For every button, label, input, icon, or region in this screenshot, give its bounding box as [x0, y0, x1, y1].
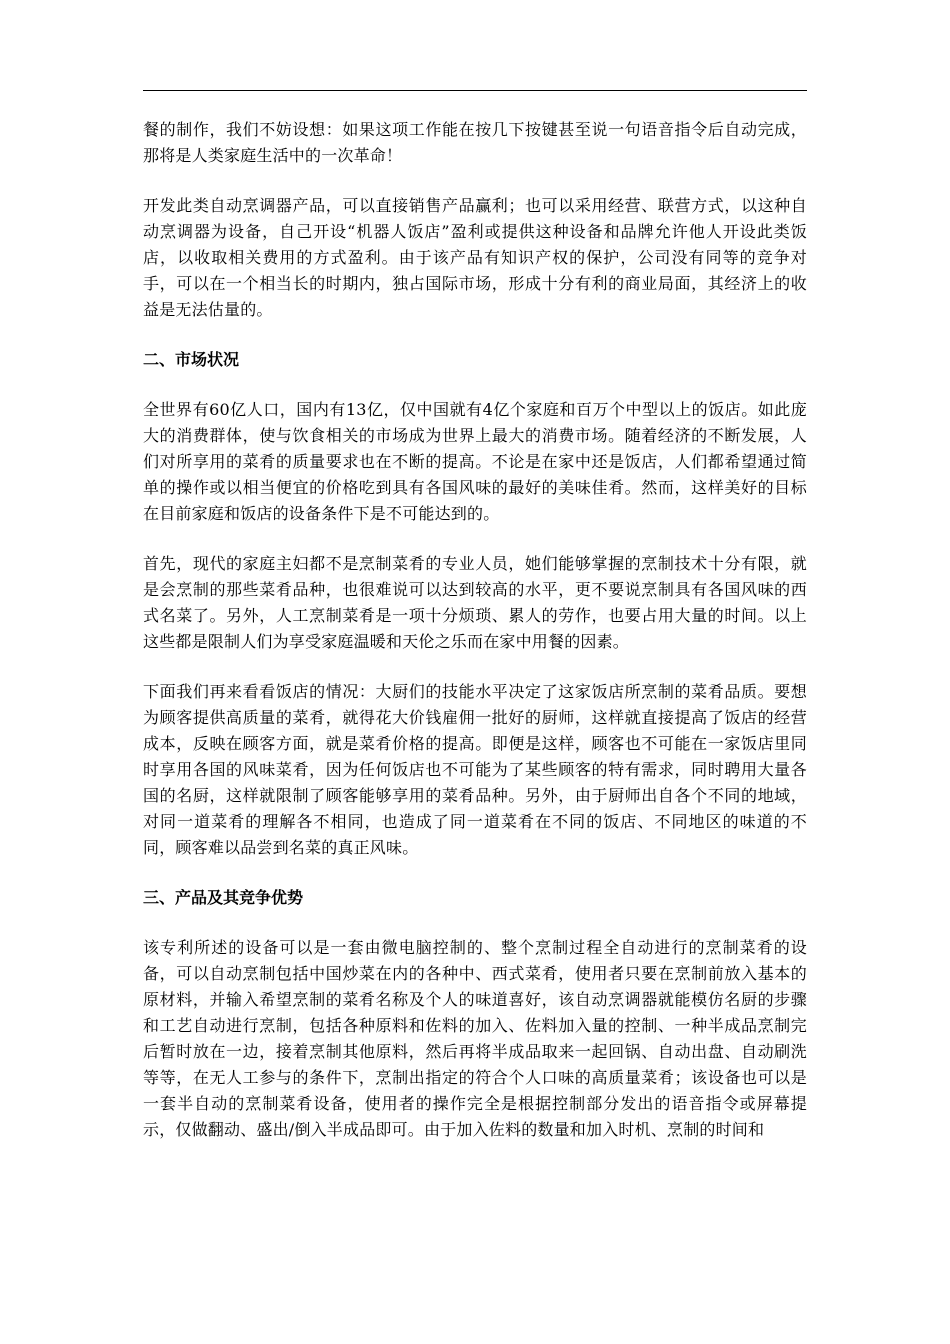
document-body [143, 117, 807, 1167]
paragraph-continuation: 餐的制作，我们不妨设想：如果这项工作能在按几下按键甚至说一句语音指令后自动完成，那将是人类家庭生活中的一次革命！ [143, 120, 807, 165]
section-heading-product: 三、产品及其竞争优势 [143, 888, 304, 907]
paragraph-household: 首先，现代的家庭主妇都不是烹制菜肴的专业人员，她们能够掌握的烹制技术十分有限，就是会烹制的那些菜肴品种，也很难说可以达到较高的水平，更不要说烹制具有各国风味的西式名菜了。另外，人工烹制菜肴是一项十分烦琐、累人的劳作，也要占用大量的时间。以上这些都是限制人们为享受家庭温暖和天伦之乐而在家中用餐的因素。 [143, 554, 807, 651]
paragraph-market-size: 全世界有60亿人口，国内有13亿，仅中国就有4亿个家庭和百万个中型以上的饭店。如此庞大的消费群体，使与饮食相关的市场成为世界上最大的消费市场。随着经济的不断发展，人们对所享用的菜肴的质量要求也在不断的提高。不论是在家中还是饭店，人们都希望通过简单的操作或以相当便宜的价格吃到具有各国风味的最好的美味佳肴。然而，这样美好的目标在目前家庭和饭店的设备条件下是不可能达到的。 [143, 400, 807, 523]
paragraph-business-model: 开发此类自动烹调器产品，可以直接销售产品赢利；也可以采用经营、联营方式，以这种自动烹调器为设备，自己开设“机器人饭店”盈利或提供这种设备和品牌允许他人开设此类饭店，以收取相关费用的方式盈利。由于该产品有知识产权的保护，公司没有同等的竞争对手，可以在一个相当长的时期内，独占国际市场，形成十分有利的商业局面，其经济上的收益是无法估量的。 [143, 196, 807, 319]
header-rule [143, 90, 807, 91]
paragraph-restaurant: 下面我们再来看看饭店的情况：大厨们的技能水平决定了这家饭店所烹制的菜肴品质。要想为顾客提供高质量的菜肴，就得花大价钱雇佣一批好的厨师，这样就直接提高了饭店的经营成本，反映在顾客方面，就是菜肴价格的提高。即便是这样，顾客也不可能在一家饭店里同时享用各国的风味菜肴，因为任何饭店也不可能为了某些顾客的特有需求，同时聘用大量各国的名厨，这样就限制了顾客能够享用的菜肴品种。另外，由于厨师出自各个不同的地域，对同一道菜肴的理解各不相同，也造成了同一道菜肴在不同的饭店、不同地区的味道的不同，顾客难以品尝到名菜的真正风味。 [143, 682, 807, 857]
section-heading-market: 二、市场状况 [143, 350, 240, 369]
paragraph-product-description: 该专利所述的设备可以是一套由微电脑控制的、整个烹制过程全自动进行的烹制菜肴的设备，可以自动烹制包括中国炒菜在内的各种中、西式菜肴，使用者只要在烹制前放入基本的原材料，并输入希望烹制的菜肴名称及个人的味道喜好，该自动烹调器就能模仿名厨的步骤和工艺自动进行烹制，包括各种原料和佐料的加入、佐料加入量的控制、一种半成品烹制完后暂时放在一边，接着烹制其他原料，然后再将半成品取来一起回锅、自动出盘、自动刷洗等等，在无人工参与的条件下，烹制出指定的符合个人口味的高质量菜肴；该设备也可以是一套半自动的烹制菜肴设备，使用者的操作完全是根据控制部分发出的语音指令或屏幕提示，仅做翻动、盛出/倒入半成品即可。由于加入佐料的数量和加入时机、烹制的时间和 [143, 938, 807, 1139]
